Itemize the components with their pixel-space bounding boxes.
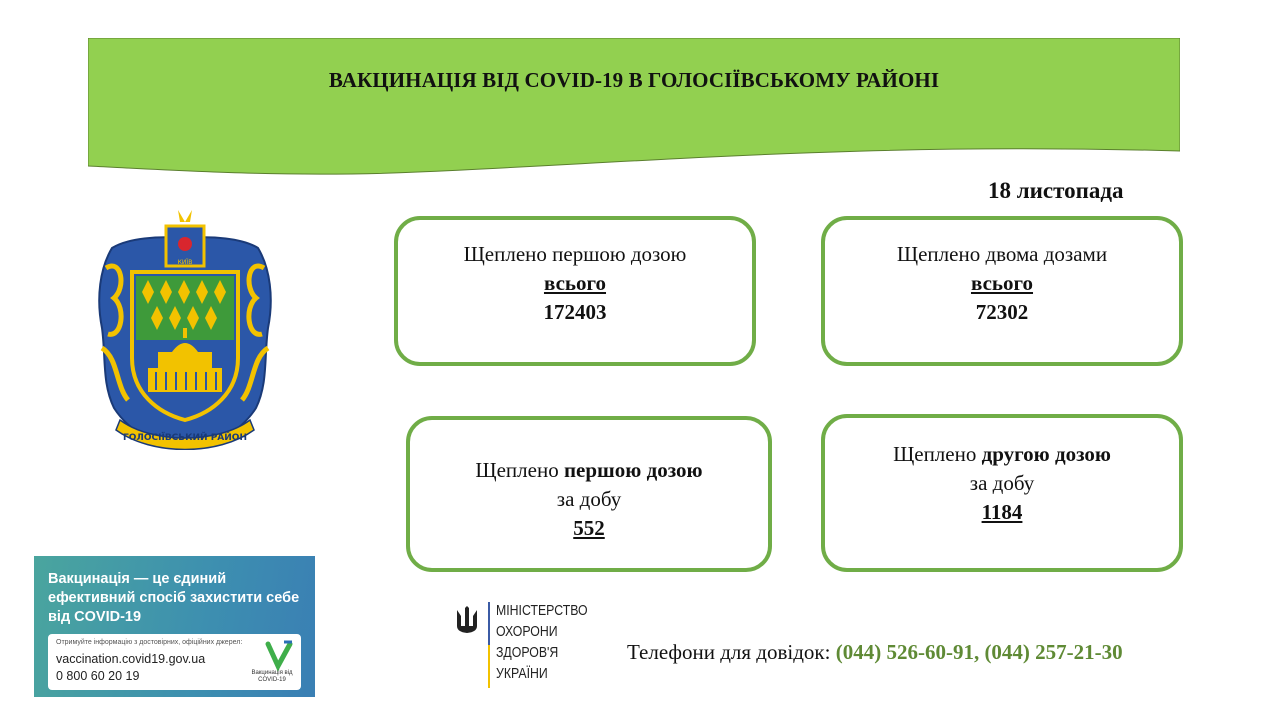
promo-note: Отримуйте інформацію з достовірних, офіційних джерел:: [56, 639, 243, 646]
phones-label: Телефони для довідок:: [627, 640, 836, 664]
header-banner: [88, 38, 1180, 178]
banner-shape: [88, 38, 1180, 178]
card-value: 1184: [981, 500, 1023, 524]
card-sublabel: всього: [543, 271, 607, 295]
svg-text:КИЇВ: КИЇВ: [177, 259, 193, 266]
phone-numbers: (044) 526-60-91, (044) 257-21-30: [835, 640, 1123, 664]
promo-phone: 0 800 60 20 19: [56, 669, 140, 683]
card-first-dose-daily: [406, 416, 772, 572]
card-label: Щеплено двома дозами: [896, 242, 1108, 266]
card-second-dose-daily: [821, 414, 1183, 572]
promo-info-box: [48, 634, 301, 690]
page-title: ВАКЦИНАЦІЯ ВІД COVID-19 В ГОЛОСІЇВСЬКОМУ РАЙОНІ: [328, 68, 940, 92]
trident-icon: [454, 606, 480, 636]
vaccination-promo-banner: [34, 556, 315, 697]
card-label: Щеплено другою дозою: [893, 442, 1111, 466]
ministry-bar: [488, 602, 490, 688]
report-date: 18 листопада: [988, 178, 1124, 203]
promo-url: vaccination.covid19.gov.ua: [56, 652, 206, 666]
card-value: 172403: [543, 300, 607, 324]
ministry-name: МІНІСТЕРСТВО ОХОРОНИ ЗДОРОВ'Я УКРАЇНИ: [496, 602, 588, 682]
card-value: 552: [573, 516, 605, 540]
card-first-dose-total: [394, 216, 756, 366]
contact-phones: [627, 640, 1123, 665]
card-two-doses-total: [821, 216, 1183, 366]
card-value: 72302: [975, 300, 1029, 324]
promo-logo-caption: Вакцинація від COVID-19: [251, 670, 293, 683]
card-sublabel: всього: [970, 271, 1034, 295]
svg-text:ГОЛОСІЇВСЬКИЙ РАЙОН: ГОЛОСІЇВСЬКИЙ РАЙОН: [123, 433, 247, 443]
card-label: Щеплено першою дозою: [475, 458, 703, 482]
district-emblem: [92, 208, 278, 450]
card-sublabel: за добу: [556, 487, 622, 511]
promo-headline: Вакцинація — це єдиний ефективний спосіб захистити себе від COVID-19: [48, 571, 300, 625]
card-label: Щеплено першою дозою: [463, 242, 687, 266]
card-sublabel: за добу: [969, 471, 1035, 495]
